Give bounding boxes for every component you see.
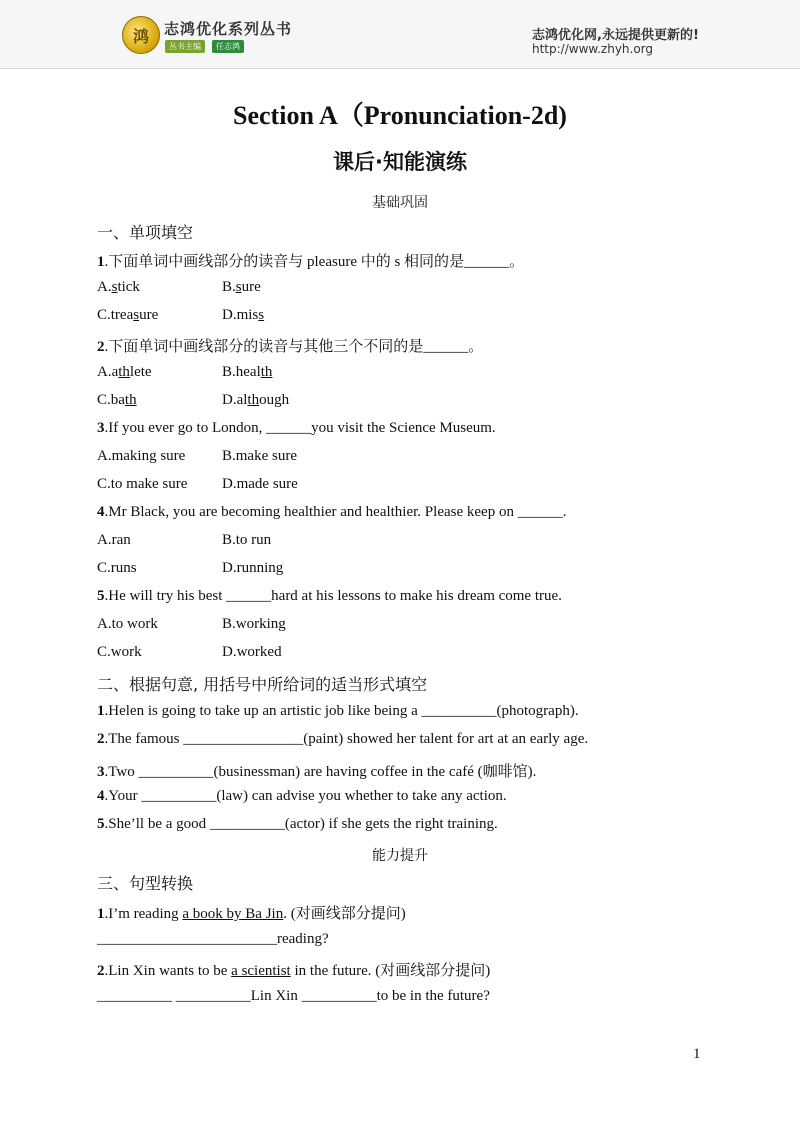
option-b: B.sure <box>222 279 261 295</box>
section-heading-2: 二、根据句意, 用括号中所给词的适当形式填空 <box>97 675 428 694</box>
section-heading-1: 一、单项填空 <box>97 223 194 242</box>
answer-line-2: __________ __________Lin Xin __________to be in the future? <box>97 988 490 1004</box>
question-number: 2 <box>97 339 105 355</box>
editor-name: 任志鸿 <box>212 40 244 53</box>
fill-item-1: 1.Helen is going to take up an artistic job like being a __________(photograph). <box>97 703 579 719</box>
option-a: A.to work <box>97 616 158 632</box>
page-header <box>0 0 800 69</box>
underlined-phrase: a book by Ba Jin <box>182 906 284 922</box>
question-text: .If you ever go to London, ______you visit the Science Museum. <box>104 420 496 436</box>
option-a: A.ran <box>97 532 131 548</box>
section-heading-3: 三、句型转换 <box>97 874 194 893</box>
option-d: D.worked <box>222 644 282 660</box>
question-text: .He will try his best ______hard at his lessons to make his dream come true. <box>104 588 562 604</box>
question-text: .下面单词中画线部分的读音与其他三个不同的是______。 <box>104 339 484 355</box>
option-c: C.bath <box>97 392 137 408</box>
series-title: 志鸿优化系列丛书 <box>164 20 293 38</box>
option-d: D.running <box>222 560 284 576</box>
question-5: 5.He will try his best ______hard at his lessons to make his dream come true. <box>97 588 562 604</box>
page-title: Section A（Pronunciation-2d) <box>233 101 567 130</box>
transform-item-2: 2.Lin Xin wants to be a scientist in the future. (对画线部分提问) <box>97 963 491 979</box>
answer-line-1: ________________________reading? <box>97 931 329 947</box>
label-advanced: 能力提升 <box>372 848 428 864</box>
question-3: 3.If you ever go to London, ______you visit the Science Museum. <box>97 420 496 436</box>
fill-item-4: 4.Your __________(law) can advise you whether to take any action. <box>97 788 507 804</box>
page-number: 1 <box>693 1046 701 1062</box>
option-c: C.to make sure <box>97 476 188 492</box>
option-c: C.treasure <box>97 307 159 323</box>
option-d: D.made sure <box>222 476 298 492</box>
option-d: D.although <box>222 392 290 408</box>
question-number: 1 <box>97 254 105 270</box>
label-basic: 基础巩固 <box>372 195 428 211</box>
series-logo-icon: 鸿 <box>122 16 160 54</box>
question-4: 4.Mr Black, you are becoming healthier and healthier. Please keep on ______. <box>97 504 567 520</box>
editor-tag: 丛书主编 <box>165 40 205 53</box>
option-b: B.make sure <box>222 448 297 464</box>
transform-item-1: 1.I’m reading a book by Ba Jin. (对画线部分提问) <box>97 906 406 922</box>
option-b: B.to run <box>222 532 272 548</box>
option-a: A.making sure <box>97 448 186 464</box>
option-b: B.working <box>222 616 286 632</box>
question-text: .下面单词中画线部分的读音与 pleasure 中的 s 相同的是______。 <box>104 254 525 270</box>
fill-item-2: 2.The famous ________________(paint) showed her talent for art at an early age. <box>97 731 589 747</box>
option-a: A.athlete <box>97 364 152 380</box>
option-a: A.stick <box>97 279 140 295</box>
question-1 <box>97 250 524 271</box>
page-subtitle: 课后·知能演练 <box>333 150 467 174</box>
option-b: B.health <box>222 364 273 380</box>
underlined-phrase: a scientist <box>231 963 291 979</box>
header-slogan: 志鸿优化网,永远提供更新的! <box>532 28 699 43</box>
header-url[interactable]: http://www.zhyh.org <box>532 42 654 56</box>
question-text: .Mr Black, you are becoming healthier and healthier. Please keep on ______. <box>104 504 567 520</box>
fill-item-5: 5.She’ll be a good __________(actor) if she gets the right training. <box>97 816 498 832</box>
fill-item-3: 3.Two __________(businessman) are having coffee in the café (咖啡馆). <box>97 764 537 780</box>
option-c: C.runs <box>97 560 137 576</box>
option-d: D.miss <box>222 307 265 323</box>
question-2 <box>97 335 483 356</box>
option-c: C.work <box>97 644 142 660</box>
